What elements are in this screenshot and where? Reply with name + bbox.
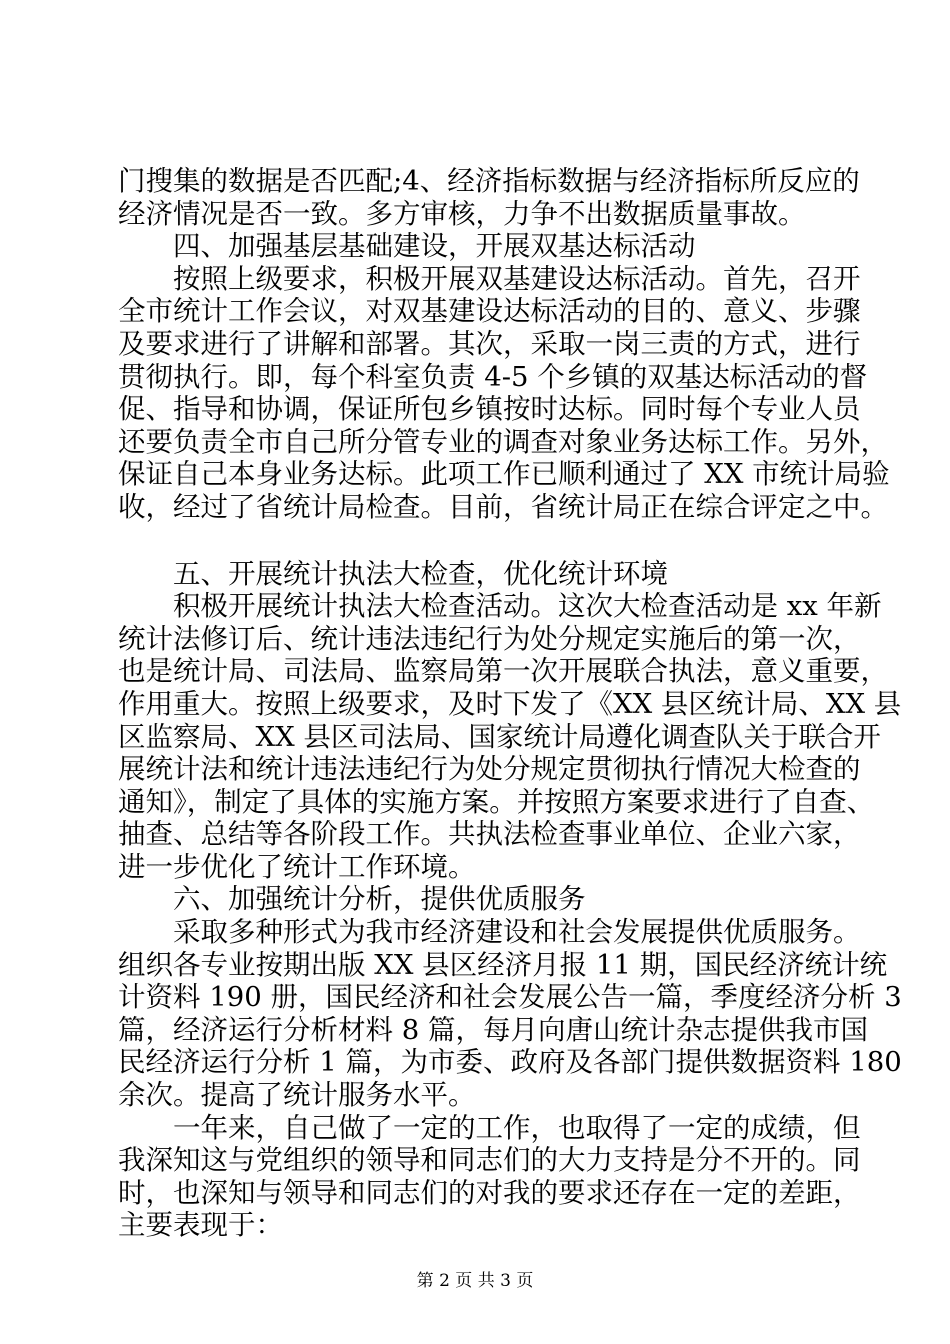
text-line: 一年来，自己做了一定的工作，也取得了一定的成绩，但 <box>173 1111 861 1144</box>
text-line: 余次。提高了统计服务水平。 <box>118 1079 476 1112</box>
text-line: 我深知这与党组织的领导和同志们的大力支持是分不开的。同 <box>118 1144 861 1177</box>
text-line: 门搜集的数据是否匹配;4、经济指标数据与经济指标所反应的 <box>118 165 860 197</box>
text-line: 收，经过了省统计局检查。目前，省统计局正在综合评定之中。 <box>118 490 888 523</box>
text-line: 贯彻执行。即，每个科室负责 4-5 个乡镇的双基达标活动的督 <box>118 360 868 393</box>
text-line: 时，也深知与领导和同志们的对我的要求还存在一定的差距， <box>118 1176 861 1209</box>
text-line: 作用重大。按照上级要求，及时下发了《XX 县区统计局、XX 县 <box>118 687 902 720</box>
text-line: 按照上级要求，积极开展双基建设达标活动。首先，召开 <box>173 262 861 295</box>
page-footer <box>0 1270 950 1292</box>
section-heading: 五、开展统计执法大检查，优化统计环境 <box>173 557 668 590</box>
section-heading: 四、加强基层基础建设，开展双基达标活动 <box>173 230 696 263</box>
text-line: 主要表现于： <box>118 1209 283 1242</box>
paragraph-gap <box>118 524 834 558</box>
text-line: 促、指导和协调，保证所包乡镇按时达标。同时每个专业人员 <box>118 393 861 426</box>
text-line: 抽查、总结等各阶段工作。共执法检查事业单位、企业六家， <box>118 818 861 851</box>
text-line: 展统计法和统计违法违纪行为处分规定贯彻执行情况大检查的 <box>118 753 861 786</box>
page-number: 第 2 页 共 3 页 <box>416 1271 534 1291</box>
text-line: 还要负责全市自己所分管专业的调查对象业务达标工作。另外， <box>118 425 888 458</box>
text-line: 经济情况是否一致。多方审核，力争不出数据质量事故。 <box>118 197 806 230</box>
text-line: 民经济运行分析 1 篇，为市委、政府及各部门提供数据资料 180 <box>118 1046 902 1079</box>
text-line: 通知》，制定了具体的实施方案。并按照方案要求进行了自查、 <box>118 785 875 818</box>
section-heading: 六、加强统计分析，提供优质服务 <box>173 883 586 916</box>
text-line: 统计法修订后、统计违法违纪行为处分规定实施后的第一次， <box>118 622 861 655</box>
text-line: 篇，经济运行分析材料 8 篇，每月向唐山统计杂志提供我市国 <box>118 1013 868 1046</box>
text-line: 进一步优化了统计工作环境。 <box>118 850 476 883</box>
text-line: 采取多种形式为我市经济建设和社会发展提供优质服务。 <box>173 916 861 949</box>
text-line: 积极开展统计执法大检查活动。这次大检查活动是 xx 年新 <box>173 590 882 623</box>
text-line: 计资料 190 册，国民经济和社会发展公告一篇，季度经济分析 3 <box>118 981 902 1014</box>
document-body <box>118 165 902 1242</box>
text-line: 全市统计工作会议，对双基建设达标活动的目的、意义、步骤 <box>118 295 861 328</box>
text-line: 组织各专业按期出版 XX 县区经济月报 11 期，国民经济统计统 <box>118 948 888 981</box>
text-line: 区监察局、XX 县区司法局、国家统计局遵化调查队关于联合开 <box>118 720 881 753</box>
text-line: 及要求进行了讲解和部署。其次，采取一岗三责的方式，进行 <box>118 327 861 360</box>
text-line: 保证自己本身业务达标。此项工作已顺利通过了 XX 市统计局验 <box>118 458 890 491</box>
text-line: 也是统计局、司法局、监察局第一次开展联合执法，意义重要， <box>118 655 888 688</box>
